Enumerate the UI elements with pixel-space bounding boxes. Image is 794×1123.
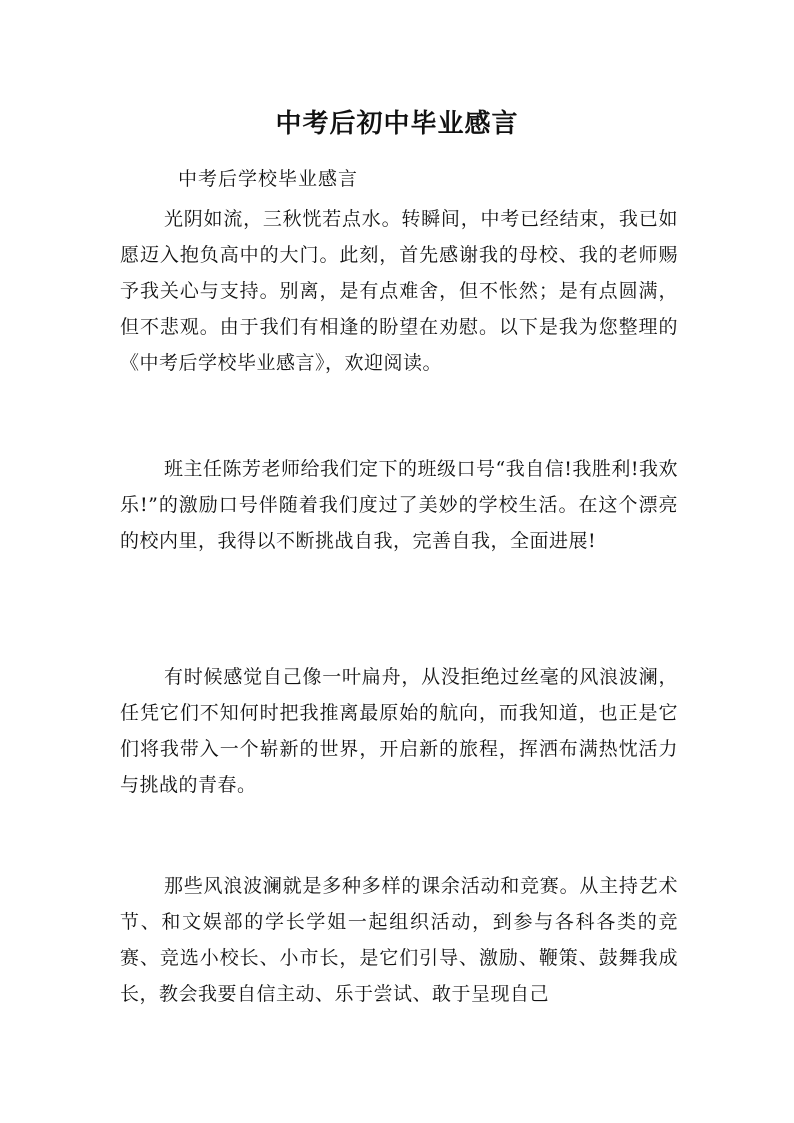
paragraph-intro: 光阴如流，三秋恍若点水。转瞬间，中考已经结束，我已如愿迈入抱负高中的大门。此刻，首先感谢我的母校、我的老师赐予我关心与支持。别离，是有点难舍，但不怅然；是有点圆满，但不悲观。由于我们有相逢的盼望在劝慰。以下是我为您整理的《中考后学校毕业感言》，欢迎阅读。 xyxy=(120,208,678,374)
document-subtitle: 中考后学校毕业感言 xyxy=(178,168,359,190)
paragraph-activities: 那些风浪波澜就是多种多样的课余活动和竞赛。从主持艺术节、和文娱部的学长学姐一起组织活动，到参与各科各类的竞赛、竞选小校长、小市长，是它们引导、激励、鞭策、鼓舞我成长，教会我要自信主动、乐于尝试、敢于呈现自己 xyxy=(120,875,678,1005)
document-title: 中考后初中毕业感言 xyxy=(275,109,519,139)
paragraph-class-slogan: 班主任陈芳老师给我们定下的班级口号“我自信!我胜利!我欢乐!”的激励口号伴随着我们度过了美妙的学校生活。在这个漂亮的校内里，我得以不断挑战自我，完善自我，全面进展! xyxy=(120,458,678,552)
paragraph-boat-metaphor: 有时候感觉自己像一叶扁舟，从没拒绝过丝毫的风浪波澜，任凭它们不知何时把我推离最原始的航向，而我知道，也正是它们将我带入一个崭新的世界，开启新的旅程，挥洒布满热忱活力与挑战的青春。 xyxy=(120,666,678,796)
